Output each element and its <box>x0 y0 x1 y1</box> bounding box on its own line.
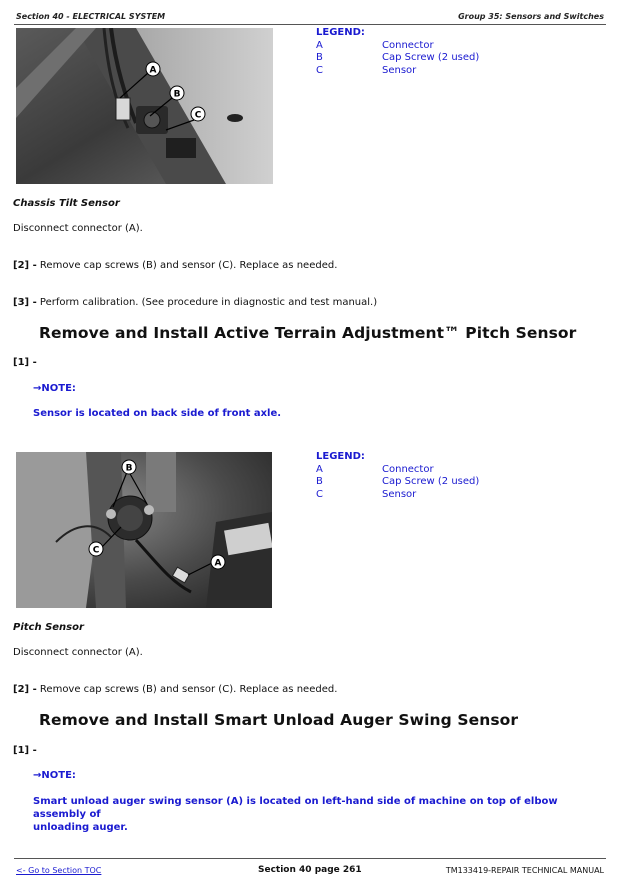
legend-value: Sensor <box>382 488 417 500</box>
callout-c: C <box>92 545 100 556</box>
note-label: →NOTE: <box>33 770 76 781</box>
pitch-sensor-photo <box>16 452 272 608</box>
callout-b: B <box>173 89 181 100</box>
legend-key: C <box>316 488 323 500</box>
figure-caption-pitch-sensor: Pitch Sensor <box>13 622 84 633</box>
legend-value: Cap Screw (2 used) <box>382 52 480 63</box>
legend-row <box>316 489 479 502</box>
step-number: [2] - <box>13 684 37 695</box>
note-line: Smart unload auger swing sensor (A) is located on left-hand side of machine on top of elbow assembly of <box>33 796 558 820</box>
legend-key: B <box>316 476 323 487</box>
step-2 <box>13 684 337 695</box>
instruction-disconnect: Disconnect connector (A). <box>13 223 143 234</box>
legend-key: A <box>316 463 323 475</box>
go-to-section-toc-link[interactable]: <- Go to Section TOC <box>16 866 102 875</box>
header-group-title: Group 35: Sensors and Switches <box>458 12 604 21</box>
step-3 <box>13 297 377 308</box>
callout-b: B <box>125 463 133 474</box>
legend-row <box>316 65 479 78</box>
legend-value: Connector <box>382 39 434 51</box>
legend-value: Connector <box>382 463 434 475</box>
step-text: Remove cap screws (B) and sensor (C). Replace as needed. <box>39 684 338 695</box>
callout-a: A <box>149 65 157 76</box>
note-label: →NOTE: <box>33 383 76 394</box>
legend-key: A <box>316 39 323 51</box>
footer-page-number: Section 40 page 261 <box>258 865 362 875</box>
callout-a: A <box>214 558 222 569</box>
legend-row <box>316 476 479 489</box>
legend-title: LEGEND: <box>316 451 365 462</box>
chassis-tilt-sensor-photo <box>16 28 273 184</box>
step-number: [2] - <box>13 260 37 271</box>
step-1: [1] - <box>13 745 37 756</box>
figure-caption-chassis-tilt: Chassis Tilt Sensor <box>13 198 120 209</box>
legend-row <box>316 464 479 477</box>
note-line: unloading auger. <box>33 822 128 833</box>
legend-figure-1 <box>316 27 479 77</box>
legend-key: B <box>316 52 323 63</box>
legend-figure-2 <box>316 451 479 501</box>
header-divider <box>14 24 606 25</box>
footer-manual-id: TM133419-REPAIR TECHNICAL MANUAL <box>445 866 604 875</box>
step-2 <box>13 260 337 271</box>
step-text: Perform calibration. (See procedure in diagnostic and test manual.) <box>39 297 378 308</box>
footer-divider <box>14 858 606 859</box>
callout-c: C <box>194 110 202 121</box>
instruction-disconnect: Disconnect connector (A). <box>13 647 143 658</box>
legend-value: Sensor <box>382 64 417 76</box>
heading-pitch-sensor: Remove and Install Active Terrain Adjustment™ Pitch Sensor <box>39 324 577 342</box>
legend-value: Cap Screw (2 used) <box>382 476 480 487</box>
heading-auger-swing-sensor: Remove and Install Smart Unload Auger Swing Sensor <box>39 711 519 729</box>
step-1: [1] - <box>13 357 37 368</box>
legend-row <box>316 52 479 65</box>
legend-title: LEGEND: <box>316 27 365 38</box>
header-section-title: Section 40 - ELECTRICAL SYSTEM <box>16 12 166 21</box>
step-text: Remove cap screws (B) and sensor (C). Replace as needed. <box>39 260 338 271</box>
step-number: [3] - <box>13 297 37 308</box>
legend-row <box>316 40 479 53</box>
legend-key: C <box>316 64 323 76</box>
note-text <box>33 795 603 834</box>
note-text: Sensor is located on back side of front axle. <box>33 408 282 419</box>
